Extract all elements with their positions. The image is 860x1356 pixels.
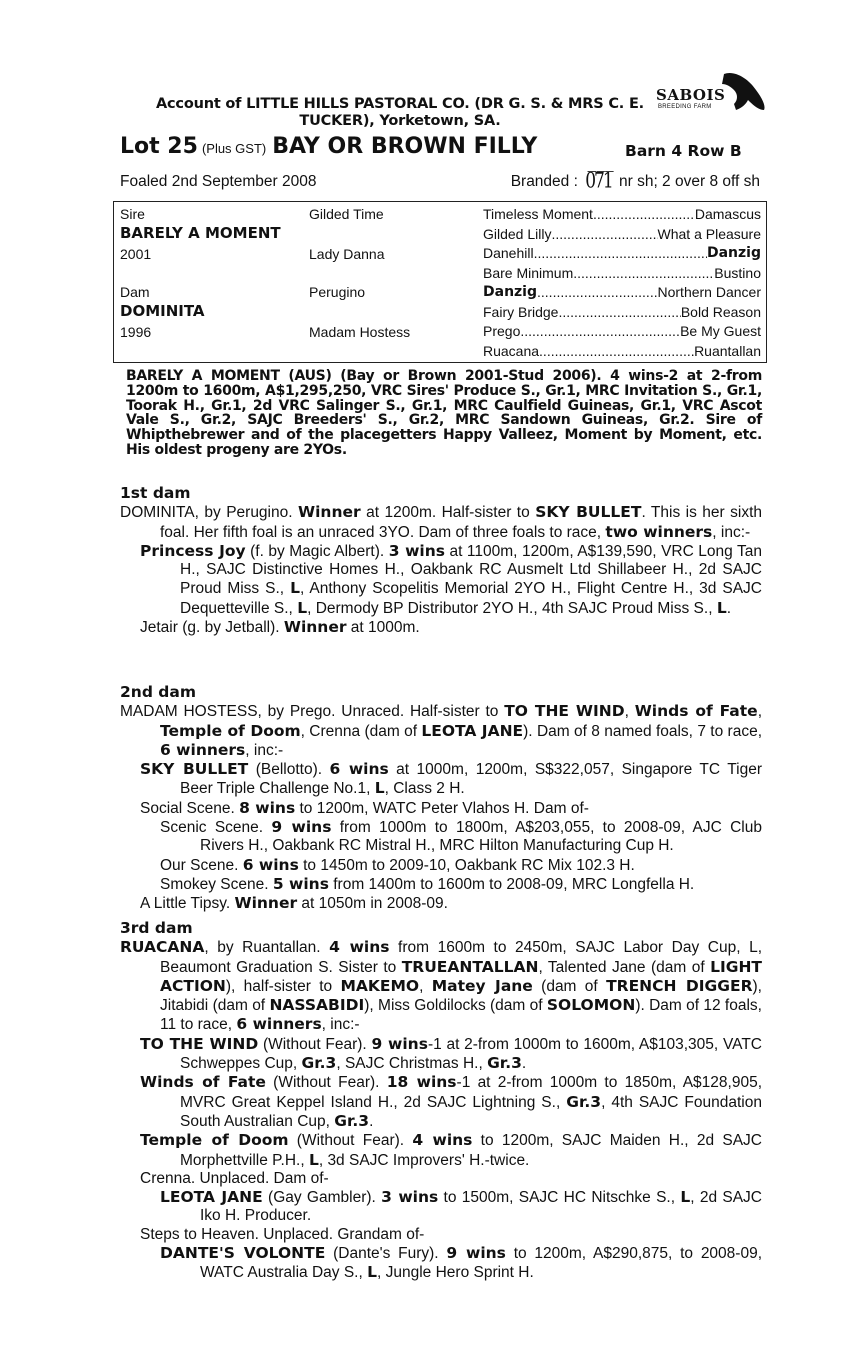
text-run: to 1450m to 2009-10, Oakbank RC Mix 102.3 H. xyxy=(298,856,635,874)
pedigree-entry xyxy=(120,1073,762,1131)
bold-run: 4 wins xyxy=(412,1131,473,1150)
text-run: to 1200m, SAJC Maiden H., 2d SAJC Morphettville P.H., xyxy=(180,1132,762,1169)
bold-run: L xyxy=(367,1263,377,1282)
leader-dots xyxy=(573,265,714,281)
bold-run: L xyxy=(290,579,300,598)
text-run: , 2d SAJC Iko H. Producer. xyxy=(200,1189,763,1225)
bold-run: SKY BULLET xyxy=(535,503,642,522)
pedigree-entry xyxy=(120,818,762,856)
text-run: (Gay Gambler). xyxy=(262,1189,382,1207)
text-run: A Little Tipsy. xyxy=(140,895,235,913)
bold-run: TO THE WIND xyxy=(504,702,625,721)
brand-mark: 0̅7̅1̅ xyxy=(585,168,612,194)
text-run: to 1200m, A$290,875, to 2008-09, WATC Australia Day S., xyxy=(200,1245,763,1282)
text-run: (Bellotto). xyxy=(248,761,330,779)
section-heading: 3rd dam xyxy=(120,919,193,937)
text-run: , Crenna (dam of xyxy=(300,722,422,740)
text-run: Jetair (g. by Jetball). xyxy=(140,619,284,637)
bold-run: LIGHT ACTION xyxy=(160,957,763,995)
bold-run: 6 wins xyxy=(242,855,299,874)
pedigree-entry xyxy=(120,938,762,1034)
bold-run: Winds of Fate xyxy=(140,1073,266,1092)
text-run: Steps to Heaven. Unplaced. Grandam of- xyxy=(140,1225,425,1243)
bold-run: L xyxy=(716,598,727,617)
text-run: (Dante's Fury). xyxy=(325,1245,447,1263)
ancestor-name: Timeless Moment xyxy=(483,206,593,222)
text-run: at 1000m, 1200m, S$322,057, Singapore TC Tiger Beer Triple Challenge No.1, xyxy=(180,761,762,798)
leader-dots xyxy=(593,206,695,222)
bold-run: Princess Joy xyxy=(140,541,246,560)
bold-run: TRUEANTALLAN xyxy=(401,957,539,976)
text-run: , Jungle Hero Sprint H. xyxy=(377,1264,534,1282)
text-run: ). Dam of 12 foals, 11 to race, xyxy=(160,997,762,1034)
brand-details: nr sh; 2 over 8 off sh xyxy=(618,173,760,190)
ancestor-name: Prego xyxy=(483,323,521,339)
ancestor-name: Ruacana xyxy=(483,342,540,359)
text-run: at 1050m in 2008-09. xyxy=(297,895,448,913)
leader-dots xyxy=(551,226,657,242)
text-run: (Without Fear). xyxy=(258,1035,372,1053)
pedigree-entry xyxy=(120,503,762,542)
text-run: Crenna. Unplaced. Dam of- xyxy=(140,1169,329,1187)
brand-info xyxy=(510,168,760,194)
foaled-date: Foaled 2nd September 2008 xyxy=(120,173,317,190)
pedigree-entry xyxy=(120,618,762,637)
text-run: Smokey Scene. xyxy=(160,875,273,893)
text-run: Our Scene. xyxy=(160,856,243,874)
bold-run: TRENCH DIGGER xyxy=(606,976,753,995)
text-run: (f. by Magic Albert). xyxy=(245,542,389,560)
bold-run: RUACANA xyxy=(120,938,205,957)
leader-dots xyxy=(537,284,657,300)
ancestor-sire: Danzig xyxy=(706,245,761,261)
text-run: (Without Fear). xyxy=(265,1074,387,1092)
logo-subtext: BREEDING FARM xyxy=(658,104,712,110)
text-run: , by Ruantallan. xyxy=(204,939,330,957)
bold-run: NASSABIDI xyxy=(269,996,365,1015)
sire-sire: Gilded Time xyxy=(309,206,384,222)
bold-run: Gr.3 xyxy=(334,1111,370,1130)
ancestor-name: Bare Minimum xyxy=(483,264,574,281)
branded-label: Branded : xyxy=(510,173,578,190)
account-line-1: Account of LITTLE HILLS PASTORAL CO. (DR G. S. & MRS C. E. xyxy=(156,96,644,112)
pedigree-entry xyxy=(120,760,762,799)
dam-label: Dam xyxy=(120,284,150,300)
ancestor-sire: Bustino xyxy=(714,264,761,281)
text-run: , SAJC Christmas H., xyxy=(336,1055,488,1073)
ancestor-name: Danzig xyxy=(483,284,538,300)
bold-run: 9 wins xyxy=(271,818,332,837)
pedigree-entry xyxy=(120,1131,762,1170)
section-heading: 1st dam xyxy=(120,484,191,502)
text-run: to 1500m, SAJC HC Nitschke S., xyxy=(438,1189,681,1207)
text-run: . This is her sixth foal. Her fifth foal is an unraced 3YO. Dam of three foals to race, xyxy=(160,504,762,541)
text-run: , inc:- xyxy=(245,741,284,759)
ancestor-name: Fairy Bridge xyxy=(483,303,559,320)
bold-run: L xyxy=(374,779,385,798)
bold-run: SKY BULLET xyxy=(140,760,249,779)
ancestor-row xyxy=(483,304,761,320)
leader-dots xyxy=(558,304,680,320)
text-run: from 1600m to 2450m, SAJC Labor Day Cup, L, Beaumont Graduation S. Sister to xyxy=(160,939,762,976)
ancestor-row xyxy=(483,323,761,339)
ancestor-sire: Ruantallan xyxy=(694,342,761,359)
bold-run: 4 wins xyxy=(329,938,390,957)
text-run: . xyxy=(521,1055,527,1073)
logo-text: SABOIS xyxy=(656,86,726,104)
bold-run: 8 wins xyxy=(239,798,296,817)
bold-run: L xyxy=(680,1188,691,1207)
pedigree-entry xyxy=(120,894,762,913)
ancestor-row xyxy=(483,206,761,222)
ancestor-sire: Damascus xyxy=(694,206,761,222)
text-run: , Anthony Scopelitis Memorial 2YO H., Flight Centre H., 3d SAJC Dequetteville S., xyxy=(180,580,762,617)
text-run: , inc:- xyxy=(321,1016,360,1034)
bold-run: Winner xyxy=(283,618,347,637)
leader-dots xyxy=(539,343,694,359)
bold-run: SOLOMON xyxy=(546,996,636,1015)
ancestor-sire: Be My Guest xyxy=(680,323,761,339)
bold-run: 3 wins xyxy=(388,541,445,560)
bold-run: Temple of Doom xyxy=(140,1131,289,1150)
sire-label: Sire xyxy=(120,206,145,222)
account-header xyxy=(150,96,650,130)
bold-run: DANTE'S VOLONTE xyxy=(160,1244,326,1263)
pedigree-entry xyxy=(120,856,762,875)
text-run: -1 at 2-from 1000m to 1600m, A$103,305, VATC Schweppes Cup, xyxy=(180,1035,762,1073)
pedigree-entry xyxy=(120,702,762,760)
text-run: MADAM HOSTESS, by Prego. Unraced. Half-sister to xyxy=(120,703,505,721)
bold-run: Winner xyxy=(234,894,298,913)
bold-run: 9 wins xyxy=(371,1034,428,1053)
text-run: , inc:- xyxy=(712,523,751,541)
pedigree-entry xyxy=(120,1170,762,1188)
bold-run: Gr.3 xyxy=(301,1054,337,1073)
bold-run: Matey Jane xyxy=(431,976,533,995)
text-run: , xyxy=(757,703,762,721)
text-run: DOMINITA, by Perugino. xyxy=(120,504,298,522)
bold-run: TO THE WIND xyxy=(140,1034,259,1053)
pedigree-table xyxy=(113,201,767,363)
pedigree-entry xyxy=(120,875,762,894)
dam-year: 1996 xyxy=(120,324,152,340)
text-run: ), Miss Goldilocks (dam of xyxy=(364,997,547,1015)
lot-number: Lot 25 xyxy=(120,134,198,159)
text-run: from 1400m to 1600m to 2008-09, MRC Longfella H. xyxy=(328,875,695,893)
text-run: ). Dam of 8 named foals, 7 to race, xyxy=(523,722,762,740)
pedigree-entry xyxy=(120,542,762,618)
ancestor-row xyxy=(483,284,761,300)
ancestor-row xyxy=(483,265,761,281)
bold-run: 6 wins xyxy=(329,760,389,779)
text-run: Social Scene. xyxy=(140,799,240,817)
text-run: , Dermody BP Distributor 2YO H., 4th SAJC Proud Miss S., xyxy=(307,599,717,617)
text-run: (Without Fear). xyxy=(288,1132,413,1150)
second-dam-section xyxy=(120,683,762,914)
text-run: to 1200m, WATC Peter Vlahos H. Dam of- xyxy=(295,799,589,817)
sire-summary: BARELY A MOMENT (AUS) (Bay or Brown 2001-Stud 2006). 4 wins-2 at 2-from 1200m to 1600m, A$1,295,250, VRC Sires' Produce S., Gr.1, MRC Invitation S., Gr.1, Toorak H., Gr.1, 2d VRC Salinger S., Gr.1, MRC Caulfield Guineas, Gr.1, VRC Ascot Vale S., Gr.2, SAJC Breeders' S., Gr.2, MRC Sandown Guineas, Gr.2. Sire of Whipthebrewer and of the placegetters Happy Valleez, Moment by Moment, etc. His oldest progeny are 2YOs. xyxy=(126,368,762,458)
text-run: , Talented Jane (dam of xyxy=(538,958,711,976)
text-run: , Class 2 H. xyxy=(384,780,465,798)
text-run: from 1000m to 1800m, A$203,055, to 2008-09, AJC Club Rivers H., Oakbank RC Mistral H., MRC Hilton Manufacturing Cup H. xyxy=(200,819,762,855)
text-run: ), Jitabidi (dam of xyxy=(160,977,762,1015)
bold-run: 3 wins xyxy=(381,1188,439,1207)
text-run: -1 at 2-from 1000m to 1850m, A$128,905, MVRC Great Keppel Island H., 2d SAJC Lightning S., xyxy=(180,1074,762,1111)
bold-run: MAKEMO xyxy=(340,976,420,995)
section-heading: 2nd dam xyxy=(120,683,197,701)
leader-dots xyxy=(520,323,680,339)
ancestor-name: Gilded Lilly xyxy=(483,225,552,242)
pedigree-entry xyxy=(120,1244,762,1283)
text-run: Scenic Scene. xyxy=(160,819,272,837)
sabois-logo xyxy=(652,70,772,120)
bold-run: 5 wins xyxy=(272,874,329,893)
bold-run: Gr.3 xyxy=(566,1092,602,1111)
sire-year: 2001 xyxy=(120,246,152,262)
first-dam-section xyxy=(120,484,762,637)
bold-run: Winds of Fate xyxy=(634,702,758,721)
bold-run: Winner xyxy=(298,503,361,522)
text-run: , xyxy=(419,977,432,995)
text-run: , 3d SAJC Improvers' H.-twice. xyxy=(318,1151,530,1169)
pedigree-entry xyxy=(120,799,762,818)
text-run: (dam of xyxy=(532,977,607,995)
bold-run: Temple of Doom xyxy=(160,721,301,740)
dam-sire: Perugino xyxy=(309,284,366,300)
bold-run: 6 winners xyxy=(236,1015,322,1034)
ancestor-sire: Northern Dancer xyxy=(657,284,761,300)
text-run: ), half-sister to xyxy=(225,977,341,995)
text-run: , xyxy=(624,703,635,721)
bold-run: LEOTA JANE xyxy=(160,1188,263,1207)
ancestor-row xyxy=(483,226,761,242)
text-run: at 1000m. xyxy=(346,619,420,637)
pedigree-entry xyxy=(120,1035,762,1074)
ancestor-sire: What a Pleasure xyxy=(657,225,761,242)
bold-run: LEOTA JANE xyxy=(421,721,524,740)
dam-name: DOMINITA xyxy=(120,302,205,320)
text-run: at 1100m, 1200m, A$139,590, VRC Long Tan H., SAJC Distinctive Homes H., Oakbank RC Ausmelt Ltd Shillabeer H., 2d SAJC Proud Miss S., xyxy=(180,542,762,598)
leader-dots xyxy=(534,245,707,261)
bold-run: two winners xyxy=(605,522,713,541)
text-run: . xyxy=(369,1112,374,1130)
bold-run: 9 wins xyxy=(446,1244,506,1263)
text-run: at 1200m. Half-sister to xyxy=(360,504,536,522)
third-dam-section xyxy=(120,919,762,1283)
bold-run: 18 wins xyxy=(386,1073,457,1092)
dam-dam: Madam Hostess xyxy=(309,324,411,340)
account-line-2: TUCKER), Yorketown, SA. xyxy=(299,113,501,129)
pedigree-entry xyxy=(120,1226,762,1244)
gst-note: (Plus GST) xyxy=(201,141,267,156)
lot-description: BAY OR BROWN FILLY xyxy=(272,134,538,159)
ancestor-sire: Bold Reason xyxy=(680,303,761,320)
sire-name: BARELY A MOMENT xyxy=(120,224,281,242)
bold-run: L xyxy=(297,598,308,617)
sire-dam: Lady Danna xyxy=(309,246,385,262)
bold-run: 6 winners xyxy=(160,740,246,759)
text-run: . xyxy=(726,599,732,617)
lot-title-line xyxy=(120,134,537,159)
ancestor-row xyxy=(483,343,761,359)
ancestor-row xyxy=(483,245,761,261)
bold-run: L xyxy=(308,1150,319,1169)
bold-run: Gr.3 xyxy=(487,1054,522,1073)
text-run: , 4th SAJC Foundation South Australian Cup, xyxy=(180,1093,762,1130)
pedigree-entry xyxy=(120,1188,762,1226)
ancestor-name: Danehill xyxy=(483,245,534,261)
barn-location: Barn 4 Row B xyxy=(625,142,742,160)
